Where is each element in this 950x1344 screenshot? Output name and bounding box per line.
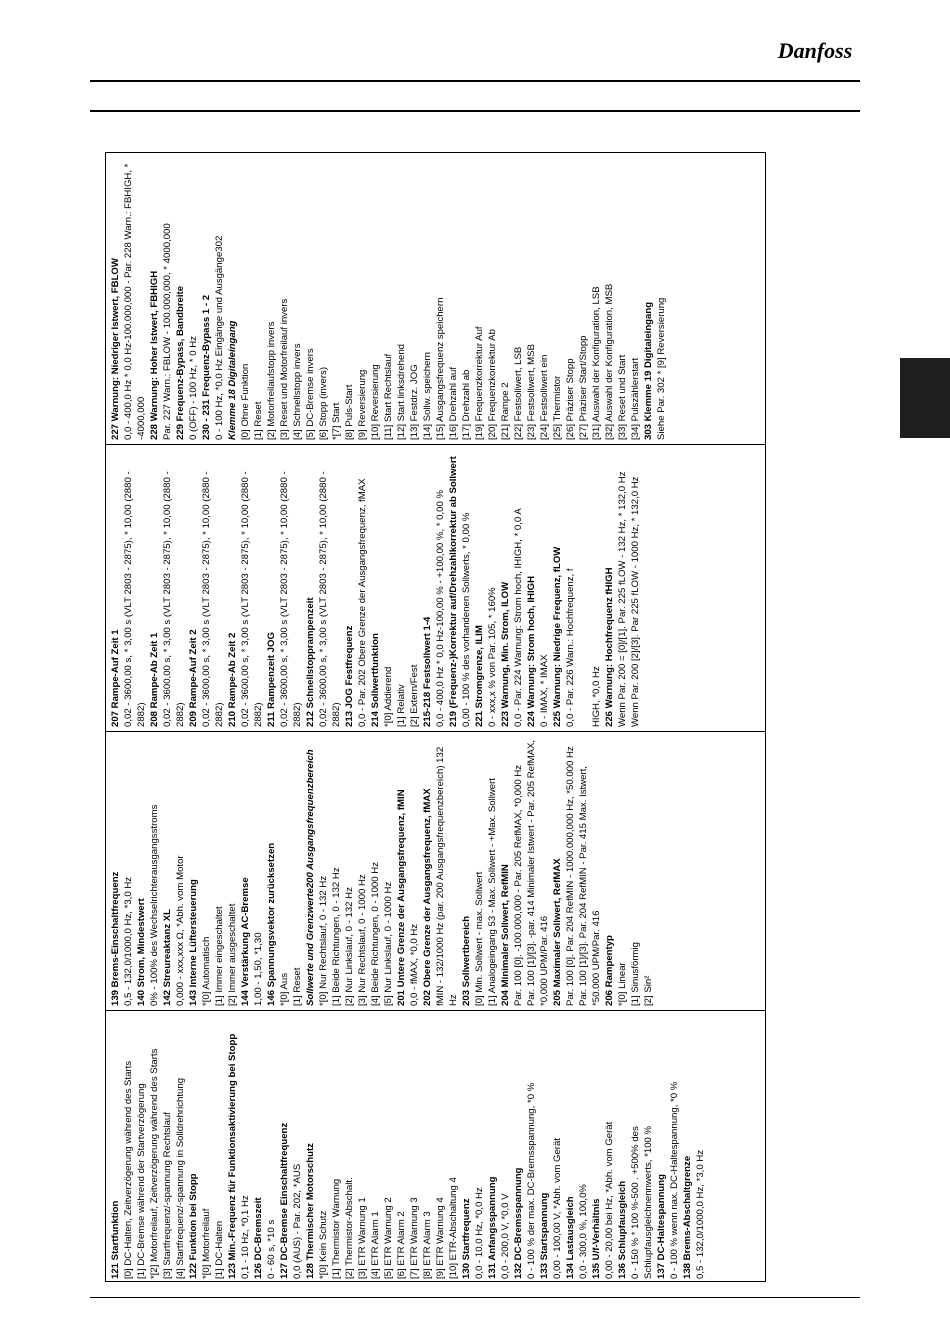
parameter-heading: 212 Schnellstopprampenzeit	[305, 597, 316, 727]
parameter-line: [17] Drehzahl ab	[461, 369, 472, 440]
parameter-heading: 219 (Frequenz-)Korrektur auf/Drehzahlkorrektur ab Sollwert	[448, 456, 459, 727]
table-column-2	[106, 732, 766, 1011]
parameter-heading: 203 Sollwertbereich	[461, 915, 472, 1006]
parameter-heading: 228 Warnung: Hoher Istwert, FBHIGH	[149, 270, 160, 440]
parameter-line: [11] Start Rechtslauf	[383, 353, 394, 440]
parameter-heading: 208 Rampe-Ab Zeit 1	[149, 632, 160, 727]
parameter-line: [9] ETR Warnung 4	[435, 1197, 446, 1279]
parameter-line: [4] ETR Alarm 1	[370, 1211, 381, 1279]
parameter-line: [5] Nur Linkslauf, 0 - 1000 Hz	[383, 881, 394, 1006]
parameter-line: 0,02 - 3600,00 s, * 3,00 s (VLT 2803 - 2875), * 10,00 (2880 - 2882)	[201, 471, 225, 727]
parameter-heading: 207 Rampe-Auf Zeit 1	[110, 629, 121, 727]
parameter-line: [12] Start linksdrehend	[396, 344, 407, 440]
parameter-line: [1] Reset	[292, 967, 303, 1006]
parameter-line: [8] Puls-Start	[344, 384, 355, 440]
parameter-heading: 211 Rampenzeit JOG	[266, 632, 277, 727]
parameter-line: *[7] Start	[331, 402, 342, 440]
parameter-line: 0 - 150 % * 100 %-500 . +500% des Schlupfausgleichnennwerts, *100 %	[630, 1125, 654, 1279]
parameter-heading: 136 Schlupfausgleich	[617, 1180, 628, 1279]
parameter-heading: 221 Stromgrenze, ILIM	[474, 625, 485, 727]
parameter-line: 0,00 - 20,00 bei Hz, *Abh. vom Gerät	[604, 1121, 615, 1279]
parameter-line: Par. 100 [1]/[3]. Par. 204 RefMIN - Par. 415 Max. Istwert, *50.000 UPM/Par. 416	[578, 766, 602, 1006]
parameter-heading: 223 Warnung, Min. Strom, ILOW	[500, 581, 511, 727]
logo-wordmark: Danfoss	[777, 38, 853, 63]
parameter-line: 0,02 - 3600,00 s, * 3,00 s (VLT 2803 - 2875), * 10,00 (2880 - 2882)	[240, 471, 264, 727]
parameter-line: [0] Min. Sollwert - max. Sollwert	[474, 871, 485, 1006]
parameter-line: [34] Pulszählerstart	[630, 357, 641, 440]
parameter-line: [26] Präziser Stopp	[565, 358, 576, 440]
parameter-line: [32] Auswahl der Konfiguration, MSB	[604, 283, 615, 440]
parameter-heading: Klemme 18 Digitaleingang	[227, 320, 238, 440]
parameter-line: *[0] Automatisch	[201, 936, 212, 1006]
parameter-line: 0,02 - 3600,00 s, * 3,00 s (VLT 2803 - 2875), * 10,00 (2880 - 2882)	[123, 471, 147, 727]
parameter-line: [1] Beide Richtungen, 0 - 132 Hz	[331, 867, 342, 1006]
parameter-line: *[0] Aus	[279, 972, 290, 1006]
parameter-heading: 226 Warnung: Hochfrequenz fHIGH	[604, 567, 615, 727]
parameter-heading: 201 Untere Grenze der Ausgangsfrequenz, fMIN	[396, 789, 407, 1006]
parameter-line: Par. 100 [0]. Par. 204 RefMIN - 1000.000,000 Hz, *50.000 Hz	[565, 746, 576, 1006]
parameter-heading: 133 Startspannung	[539, 1192, 550, 1279]
parameter-line: Par. 100 [0]. -100.000,000 - Par. 205 RefMAX, *0,000 Hz	[513, 764, 524, 1006]
parameter-line: [2] Nur Linkslauf, 0 - 132 Hz	[344, 887, 355, 1006]
parameter-line: 0,00 - 100 % des vorhandenen Sollwerts, * 0,00 %	[461, 512, 472, 727]
parameter-line: [4] Startfrequenz/-spannung in Solldrehrichtung	[175, 1077, 186, 1279]
parameter-line: [1] DC-Halten	[214, 1220, 225, 1279]
parameter-line: [1] Immer eingeschaltet	[214, 906, 225, 1006]
parameter-line: [9] Reversierung	[357, 369, 368, 440]
parameter-line: [3] ETR Warnung 1	[357, 1197, 368, 1279]
parameter-heading: 214 Sollwertfunktion	[370, 633, 381, 727]
parameter-line: Par. 100 [1]/[3]. -par. 414 Minimaler Istwert - Par. 205 RefMAX, *0,000 UPM/Par. 416	[526, 739, 550, 1006]
parameter-heading: 204 Minimaler Sollwert, RefMIN	[500, 864, 511, 1006]
parameter-line: 0,02 - 3600,00 s, * 3,00 s (VLT 2803 - 2875), * 10,00 (2880 - 2882)	[279, 471, 303, 727]
parameter-heading: 138 Brems-Abschaltgrenze	[682, 1155, 693, 1279]
parameter-line: HIGH, *0,0 Hz	[591, 666, 602, 727]
parameter-line: [2] Thermistor-Abschalt.	[344, 1177, 355, 1279]
header-rule	[90, 80, 860, 82]
parameter-line: [21] Rampe 2	[500, 382, 511, 440]
parameter-heading: 215-218 Festsollwert 1-4	[422, 616, 433, 727]
parameter-heading: 230 - 231 Frequenz-Bypass 1 - 2	[201, 294, 212, 440]
parameter-heading: 209 Rampe-Auf Zeit 2	[188, 629, 199, 727]
parameter-line: *[0] Addierend	[383, 666, 394, 727]
parameter-line: [1] Relativ	[396, 684, 407, 727]
parameter-line: [3] Nur Rechtslauf, 0 - 1000 Hz	[357, 874, 368, 1006]
parameter-line: [10] ETR-Abschaltung 4	[448, 1177, 459, 1279]
parameter-line: 0,0 - Par. 224 Warnung: Strom hoch, IHIGH, * 0,0 A	[513, 508, 524, 727]
parameter-line: 0,000 - xxx,xxx Ω, *Abh. vom Motor	[175, 855, 186, 1006]
parameter-heading: 225 Warnung: Niedrige Frequenz, fLOW	[552, 546, 563, 727]
danfoss-logo	[770, 30, 860, 70]
parameter-heading: 130 Startfrequenz	[461, 1198, 472, 1279]
parameter-line: 0,0 - 400,0 Hz * 0,0 Hz-100,00 % - +100,00 %, * 0,00 %	[435, 489, 446, 727]
parameter-line: [8] ETR Alarm 3	[422, 1211, 433, 1279]
parameter-heading: 227 Warnung: Niedriger Istwert, FBLOW	[110, 258, 121, 440]
parameter-heading: 128 Thermischer Motorschutz	[305, 1143, 316, 1279]
parameter-line: *[0] Kein Schutz	[318, 1210, 329, 1279]
parameter-line: [25] Thermistor	[552, 375, 563, 440]
header-rule-lower	[90, 110, 860, 112]
parameter-line: 0% - 100% des Wechselrichterausgangsstroms	[149, 804, 160, 1006]
parameter-heading: 206 Rampentyp	[604, 935, 615, 1006]
parameter-heading: 132 DC-Bremsspannung	[513, 1167, 524, 1279]
parameter-table-rotated	[106, 153, 766, 1282]
parameter-line: *[0] Motorfreilauf	[201, 1208, 212, 1279]
parameter-line	[577, 450, 590, 727]
parameter-line: [0] DC-Halten, Zeitverzögerung während des Starts	[123, 1060, 134, 1279]
parameter-heading: 205 Maximaler Sollwert, RefMAX	[552, 858, 563, 1006]
parameter-heading: 131 Anfangsspannung	[487, 1176, 498, 1279]
parameter-line: fMIN - 132/1000 Hz (par. 200 Ausgangsfrequenzbereich) 132 Hz	[435, 746, 459, 1006]
table-column-3	[106, 445, 766, 732]
parameter-line: [6] Stopp (invers)	[318, 366, 329, 440]
parameter-heading: 139 Brems-Einschaltfrequenz	[110, 871, 121, 1006]
parameter-line: [33] Reset und Start	[617, 354, 628, 440]
parameter-line: Par. 227 Warn.: FBLOW - 100.000,000, * 4000,000	[162, 223, 173, 440]
parameter-line: 0,5 - 132,0/1000,0 Hz, *3,0 Hz	[695, 1149, 706, 1279]
parameter-line: 0,0 - 300,0 %, 100,0%	[578, 1184, 589, 1279]
parameter-heading: 213 JOG Festfrequenz	[344, 625, 355, 727]
parameter-heading: 140 Strom, Mindestwert	[136, 898, 147, 1006]
parameter-line: [1] DC-Bremse während der Startverzögerung	[136, 1083, 147, 1279]
table-column-1	[106, 1011, 766, 1282]
parameter-line: 0,0 - 10,0 Hz, *0,0 Hz	[474, 1187, 485, 1279]
parameter-line: [2] Immer ausgeschaltet	[227, 903, 238, 1006]
parameter-heading: 202 Obere Grenze der Ausgangsfrequenz, fMAX	[422, 788, 433, 1006]
parameter-line: [7] ETR Warnung 3	[409, 1197, 420, 1279]
parameter-line: 1,00 - 1,50, *1,30	[253, 932, 264, 1006]
parameter-line: 0,0 - Par. 226 Warn.: Hochfrequenz, f	[565, 568, 576, 727]
parameter-heading: 142 Streureaktanz XL	[162, 908, 173, 1006]
parameter-heading: 303 Klemme 19 Digitaleingang	[643, 301, 654, 440]
parameter-line: 0,00 - 100,00 V, *Abh. vom Gerät	[552, 1138, 563, 1279]
parameter-line: [4] Beide Richtungen, 0 - 1000 Hz	[370, 862, 381, 1006]
parameter-line: *[0] Nur Rechtslauf, 0 - 132 Hz	[318, 875, 329, 1006]
parameter-line: [2] Extern/Fest	[409, 664, 420, 727]
parameter-line: [15] Ausgangsfrequenz speichern	[435, 297, 446, 440]
parameter-line: Siehe Par. 302 * [9] Reversierung	[656, 297, 667, 440]
parameter-heading: 146 Spannungsvektor zurücksetzen	[266, 842, 277, 1006]
parameter-line: 0,0 - Par. 202 Obere Grenze der Ausgangsfrequenz, fMAX	[357, 478, 368, 727]
parameter-table	[105, 152, 766, 1282]
parameter-line: 0 (OFF) - 100 Hz, * 0 Hz	[188, 336, 199, 440]
parameter-line: [14] Sollw. speichern	[422, 352, 433, 440]
parameter-line: 0 - 100 Hz, *0,0 Hz Eingänge und Ausgänge302	[214, 235, 225, 440]
parameter-heading: 126 DC-Bremszeit	[253, 1197, 264, 1279]
parameter-line: 0,02 - 3600,00 s, * 3,00 s (VLT 2803 - 2875), * 10,00 (2880 - 2882)	[162, 471, 186, 727]
parameter-line: 0,0 (AUS) - Par. 202, *AUS	[292, 1163, 303, 1279]
parameter-line: [1] Reset	[253, 401, 264, 440]
parameter-line: 0,0 - 400,0 Hz * 0,0 Hz-100.000,000 - Par. 228 Warn.: FBHIGH, * -4000,000	[123, 163, 147, 440]
parameter-line: 0,02 - 3600,00 s, * 3,00 s (VLT 2803 - 2875), * 10,00 (2880 - 2882)	[318, 471, 342, 727]
parameter-line: *[2] Motorfreilauf, Zeitverzögerung während des Starts	[149, 1048, 160, 1279]
parameter-line: [6] ETR Alarm 2	[396, 1211, 407, 1279]
parameter-line: 0 - IMAX, * IMAX	[539, 654, 550, 727]
parameter-heading: 121 Startfunktion	[110, 1200, 121, 1279]
parameter-line: [0] Ohne Funktion	[240, 363, 251, 440]
chapter-tab	[900, 358, 950, 438]
parameter-line: 0 - 60 s, *10 s	[266, 1219, 277, 1279]
parameter-line: [19] Frequenzkorrektur Auf	[474, 326, 485, 440]
parameter-heading: 210 Rampe-Ab Zeit 2	[227, 632, 238, 727]
parameter-line: [1] Thermistor Warnung	[331, 1178, 342, 1279]
table-column-4	[106, 153, 766, 445]
parameter-heading: 137 DC-Haltespannung	[656, 1173, 667, 1279]
parameter-heading: 229 Frequenz-Bypass, Bandbreite	[175, 285, 186, 440]
parameter-line: 0 - xxx,x % von Par. 105, * 160%	[487, 587, 498, 727]
parameter-line: 0 - 100 % der max. DC-Bremsspannung, *0 %	[526, 1082, 537, 1279]
parameter-heading: 135 U/f-Verhältnis	[591, 1198, 602, 1279]
parameter-line: [1] Analogeingang 53 - Max. Sollwert - +Max. Sollwert	[487, 778, 498, 1006]
parameter-line: 0,5 - 132,0/1000,0 Hz, *3,0 Hz	[123, 876, 134, 1006]
parameter-line: [16] Drehzahl auf	[448, 366, 459, 440]
parameter-line: [2] Sin²	[643, 975, 654, 1006]
parameter-line: [27] Präziser Start/Stopp	[578, 335, 589, 440]
parameter-heading: 134 Lastausgleich	[565, 1196, 576, 1279]
parameter-line: [20] Frequenzkorrektur Ab	[487, 329, 498, 440]
parameter-line: [10] Reversierung	[370, 364, 381, 440]
parameter-heading: 224 Warnung: Strom hoch, IHIGH	[526, 575, 537, 727]
parameter-line: [13] Festdrz. JOG	[409, 364, 420, 440]
parameter-line: [4] Schnellstopp invers	[292, 343, 303, 440]
footer-rule	[90, 1297, 860, 1298]
parameter-line: [3] Startfrequenz/-spannung Rechtslauf	[162, 1112, 173, 1279]
parameter-line: [22] Festsollwert, LSB	[513, 346, 524, 440]
parameter-heading: 144 Verstärkung AC-Bremse	[240, 877, 251, 1006]
parameter-heading: 143 Interne Lüftersteuerung	[188, 879, 199, 1006]
parameter-line: *[0] Linear	[617, 962, 628, 1006]
parameter-line: 0,0 - fMAX, *0,0 Hz	[409, 923, 420, 1006]
parameter-heading: 127 DC-Bremse Einschaltfrequenz	[279, 1122, 290, 1279]
parameter-line: 0 - 100 % wenn nax. DC-Haltespannung, *0 %	[669, 1081, 680, 1279]
parameter-line: [5] DC-Bremse invers	[305, 348, 316, 440]
parameter-line: [3] Reset und Motorfreilauf invers	[279, 298, 290, 440]
parameter-heading: 123 Min.-Frequenz für Funktionsaktivierung bei Stopp	[227, 1033, 238, 1279]
parameter-line: [2] Motorfreilaufstopp invers	[266, 321, 277, 440]
parameter-line: Wenn Par. 200 = [0]/[1]. Par. 225 fLOW - 132 Hz, * 132,0 Hz	[617, 471, 628, 727]
parameter-line: Wenn Par. 200 [2]/[3]. Par 225 fLOW - 1000 Hz, * 132,0 Hz	[630, 476, 641, 727]
parameter-heading: 122 Funktion bei Stopp	[188, 1173, 199, 1279]
parameter-line: 0,1 - 10 Hz, *0,1 Hz	[240, 1195, 251, 1279]
parameter-line: [5] ETR Warnung 2	[383, 1197, 394, 1279]
parameter-line: [1] Sinusförmig	[630, 942, 641, 1006]
parameter-line: [24] Festsollwert ein	[539, 354, 550, 440]
parameter-line: 0,0 - 200,0 V, *0,0 V	[500, 1193, 511, 1279]
parameter-heading: Sollwerte und Grenzwerte200 Ausgangsfrequenzbereich	[305, 749, 316, 1006]
parameter-line: [23] Festsollwert, MSB	[526, 344, 537, 440]
danfoss-logo-mark	[770, 30, 860, 70]
parameter-line: [31] Auswahl der Konfiguration, LSB	[591, 286, 602, 440]
